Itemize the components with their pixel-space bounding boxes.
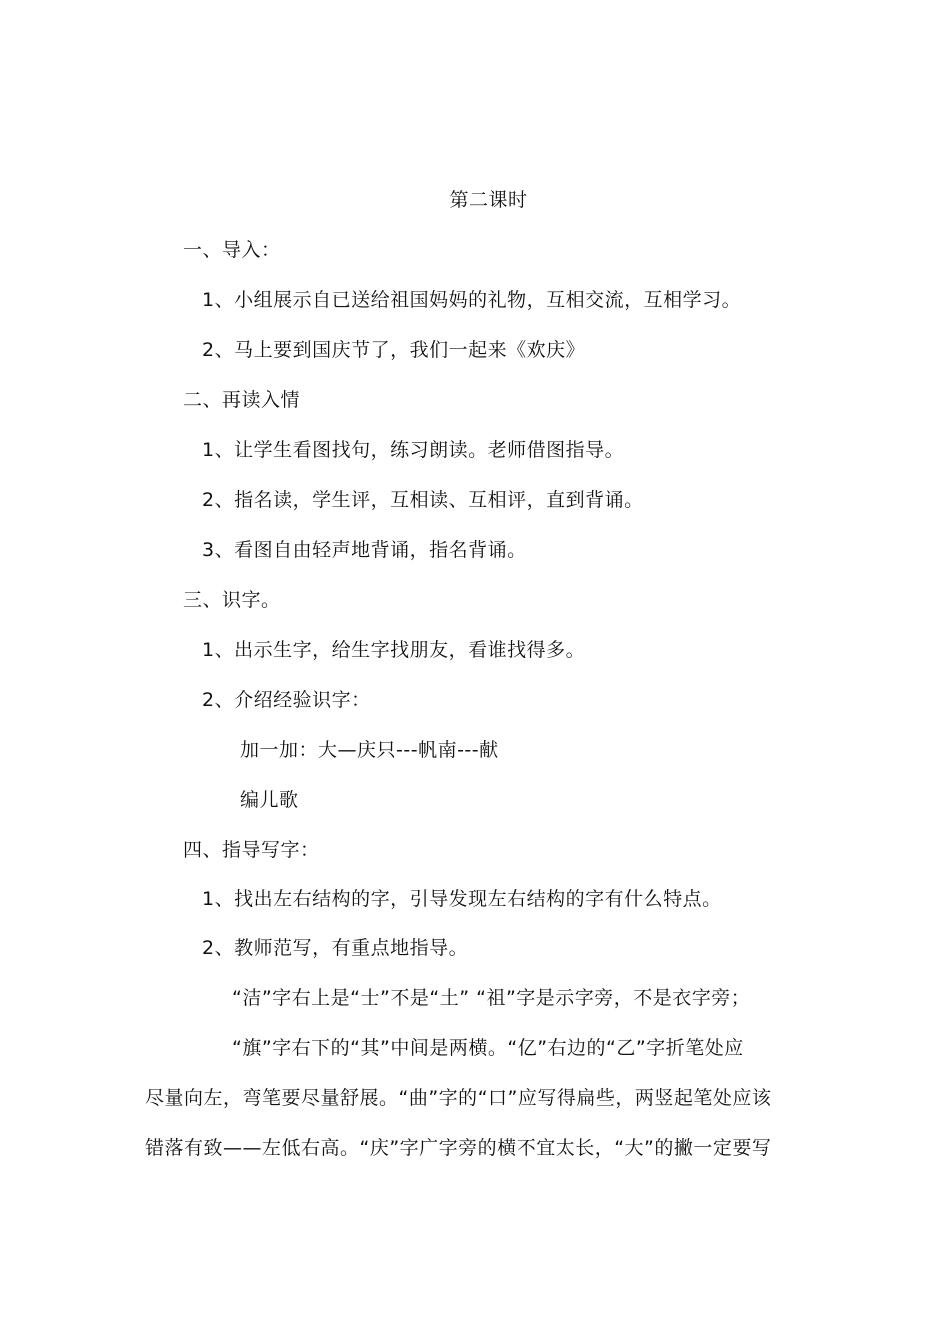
paragraph-line: 3、看图自由轻声地背诵，指名背诵。: [202, 539, 527, 561]
section-heading-reread: 二、再读入情: [183, 389, 301, 411]
paragraph-line: 1、让学生看图找句，练习朗读。老师借图指导。: [202, 439, 625, 461]
paragraph-line: 1、出示生字，给生字找朋友，看谁找得多。: [202, 639, 586, 661]
paragraph-line: 加一加：大—庆只---帆南---献: [240, 739, 499, 761]
section-heading-intro: 一、导入：: [183, 239, 281, 261]
section-heading-writing: 四、指导写字：: [183, 839, 320, 861]
paragraph-line: 尽量向左，弯笔要尽量舒展。“曲”字的“口”应写得扁些，两竖起笔处应该: [145, 1087, 772, 1109]
paragraph-line: 2、指名读，学生评，互相读、互相评，直到背诵。: [202, 489, 644, 511]
paragraph-line: “旗”字右下的“其”中间是两横。“亿”右边的“乙”字折笔处应: [232, 1037, 744, 1059]
section-heading-literacy: 三、识字。: [183, 589, 281, 611]
paragraph-line: 错落有致——左低右高。“庆”字广字旁的横不宜太长，“大”的撇一定要写: [145, 1137, 772, 1159]
paragraph-line: 1、找出左右结构的字，引导发现左右结构的字有什么特点。: [202, 888, 722, 910]
paragraph-line: 1、小组展示自已送给祖国妈妈的礼物，互相交流，互相学习。: [202, 289, 742, 311]
paragraph-line: 2、介绍经验识字：: [202, 689, 371, 711]
paragraph-line: 2、教师范写，有重点地指导。: [202, 937, 469, 959]
paragraph-line: 编儿歌: [240, 789, 299, 811]
paragraph-line: “洁”字右上是“士”不是“土” “祖”字是示字旁，不是衣字旁；: [232, 987, 751, 1009]
paragraph-line: 2、马上要到国庆节了，我们一起来《欢庆》: [202, 339, 586, 361]
page-title: 第二课时: [449, 189, 528, 211]
